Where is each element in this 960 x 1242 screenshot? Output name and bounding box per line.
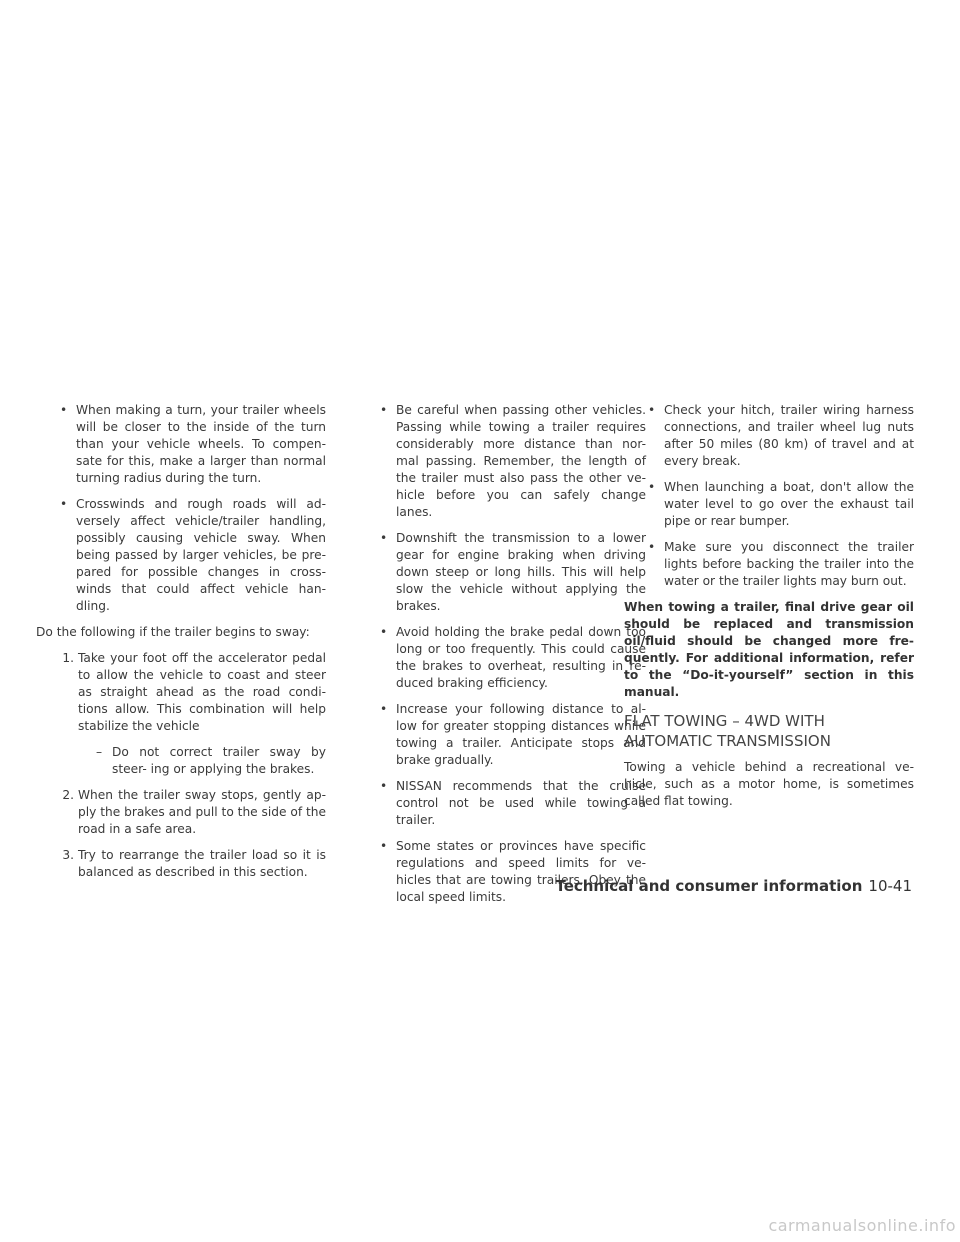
column-middle: [356, 402, 646, 915]
section-heading: [624, 711, 914, 751]
bullet-item: • Some states or provinces have specific regulations and speed limits for ve- hicles that are towing trailers. Obey the local speed limits.: [374, 838, 646, 906]
step-text: When the trailer sway stops, gently ap- ply the brakes and pull to the side of the road in a safe area.: [78, 788, 327, 836]
step-item: [54, 787, 326, 838]
step-text: Try to rearrange the trailer load so it is balanced as described in this section.: [78, 848, 326, 879]
bullet-item: • Avoid holding the brake pedal down too long or too frequently. This could cause the brakes to overheat, resulting in re- duced braking efficiency.: [374, 624, 646, 692]
watermark: carmanualsonline.info: [768, 1216, 956, 1235]
bullet-item: • Crosswinds and rough roads will ad- versely affect vehicle/trailer handling, possibly causing vehicle sway. When being passed by larger vehicles, be pre- pared for possible changes in cross- winds that could affect vehicle han- dling.: [54, 496, 326, 615]
bullet-item: • NISSAN recommends that the cruise control not be used while towing a trailer.: [374, 778, 646, 829]
footer-section-title: Technical and consumer information: [555, 877, 863, 895]
bullet-item: • Be careful when passing other vehicles. Passing while towing a trailer requires considerably more distance than nor- mal passing. Remember, the length of the trailer must also pass the other ve- hicle before you can safely change lanes.: [374, 402, 646, 521]
step-text: Take your foot off the accelerator pedal to allow the vehicle to coast and steer as straight ahead as the road condi- tions allow. This combination will help stabilize the vehicle: [78, 651, 326, 733]
bullet-item: • Check your hitch, trailer wiring harness connections, and trailer wheel lug nuts after 50 miles (80 km) of travel and at every break.: [642, 402, 914, 470]
step-number: 2.: [62, 788, 74, 802]
bullet-item: • Increase your following distance to al- low for greater stopping distances while towing a trailer. Anticipate stops and brake gradually.: [374, 701, 646, 769]
step-number: 3.: [62, 848, 74, 862]
step-number: 1.: [62, 651, 74, 665]
sway-intro: Do the following if the trailer begins to sway:: [36, 625, 310, 639]
bullet-item: • When making a turn, your trailer wheels will be closer to the inside of the turn than your vehicle wheels. To compen- sate for this, make a larger than normal turning radius during the turn.: [54, 402, 326, 487]
page-number: 10-41: [868, 877, 912, 895]
flat-towing-paragraph: Towing a vehicle behind a recreational ve- hicle, such as a motor home, is sometimes called flat towing.: [624, 760, 914, 808]
bullet-item: • Make sure you disconnect the trailer lights before backing the trailer into the water or the trailer lights may burn out.: [642, 539, 914, 590]
step-item: [54, 650, 326, 735]
bullet-item: • Downshift the transmission to a lower gear for engine braking when driving down steep or long hills. This will help slow the vehicle without applying the brakes.: [374, 530, 646, 615]
heading-line: FLAT TOWING – 4WD WITH: [624, 712, 825, 730]
dash-subitem: – Do not correct trailer sway by steer- ing or applying the brakes.: [90, 744, 326, 778]
maintenance-note: When towing a trailer, final drive gear oil should be replaced and transmission oil/fluid should be changed more fre- quently. For additional information, refer to the “Do-it-yourself” section in this manual.: [624, 600, 914, 699]
step-item: [54, 847, 326, 881]
bullet-item: • When launching a boat, don't allow the water level to go over the exhaust tail pipe or rear bumper.: [642, 479, 914, 530]
column-left: [36, 402, 326, 890]
column-right: [624, 402, 914, 819]
page-footer: [555, 877, 912, 895]
heading-line: AUTOMATIC TRANSMISSION: [624, 732, 831, 750]
